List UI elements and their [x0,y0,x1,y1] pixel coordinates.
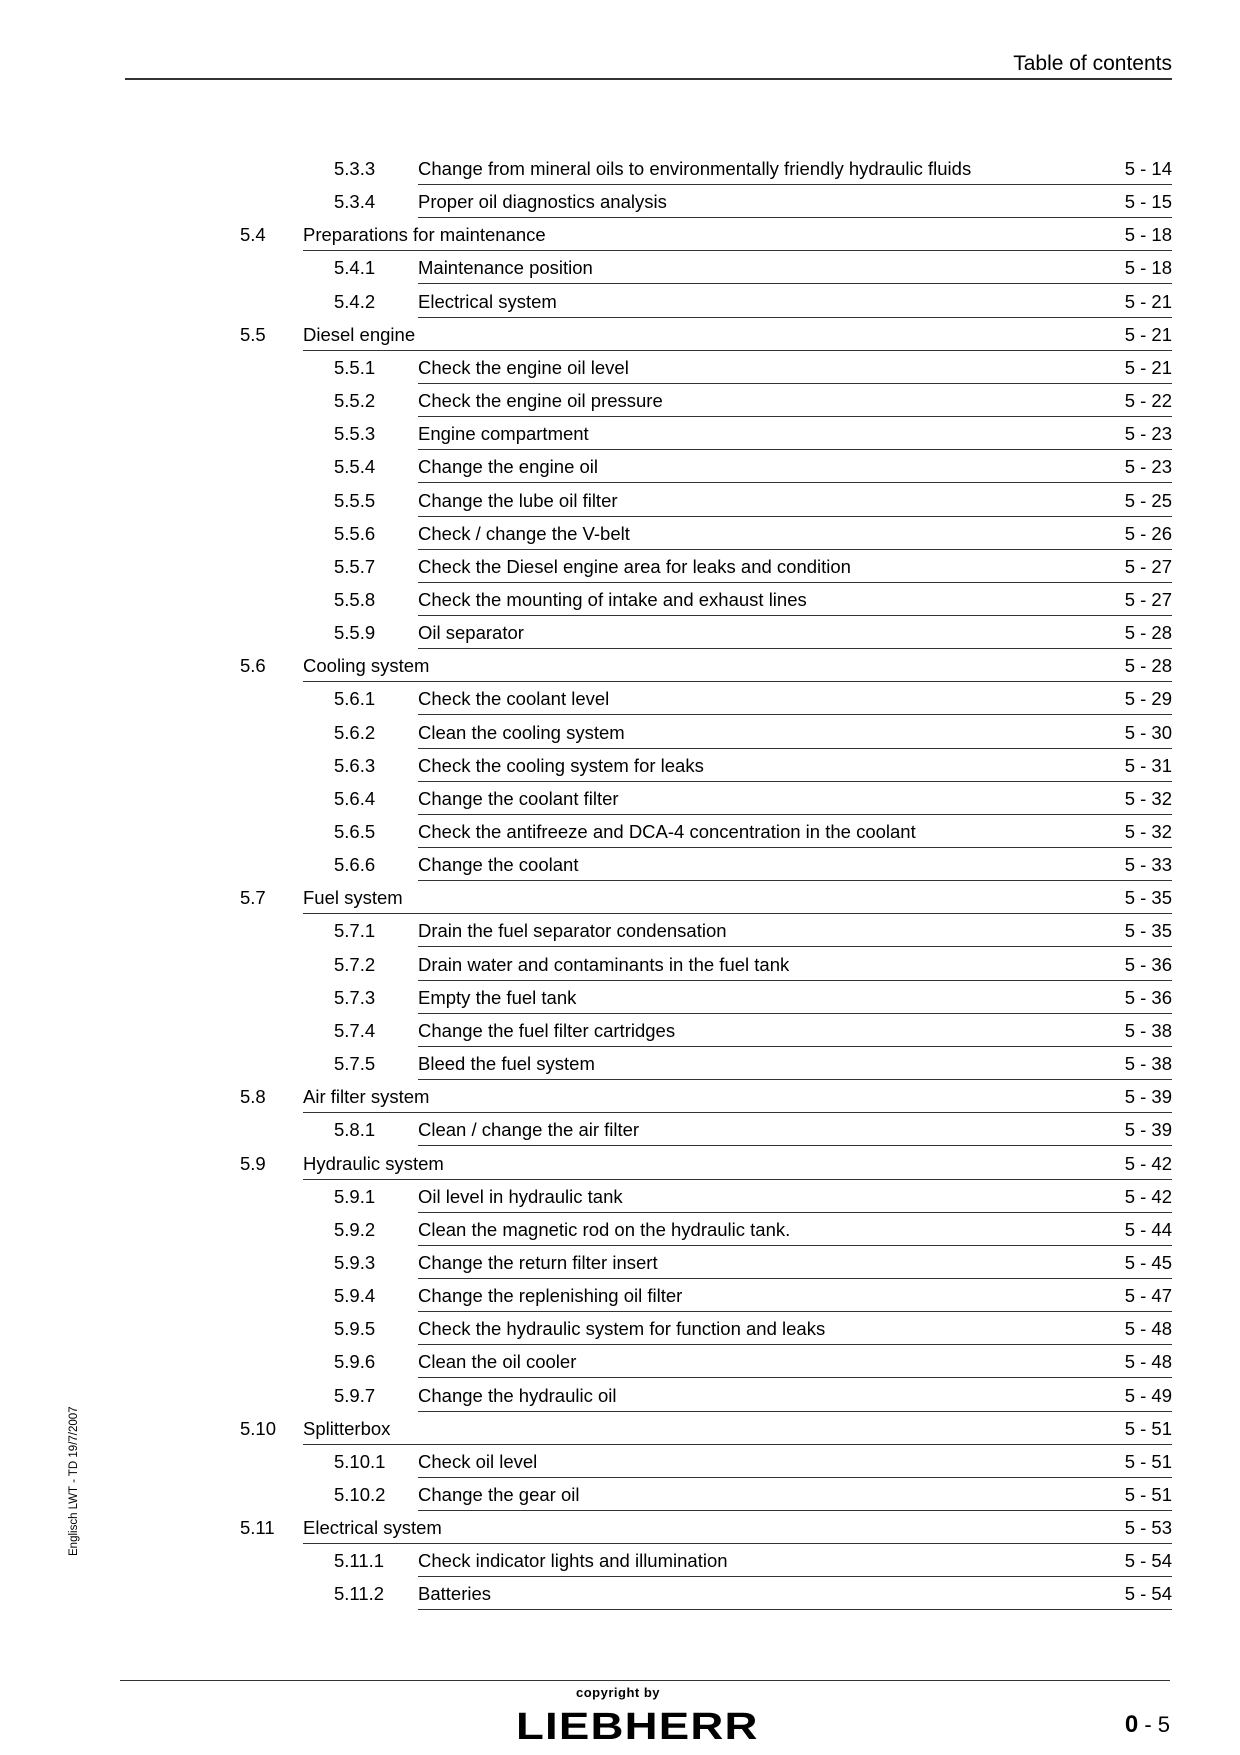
toc-entry-page[interactable]: 5 - 18 [1124,224,1172,246]
toc-entry-title[interactable]: Check the engine oil level [418,356,629,378]
toc-entry[interactable] [0,1379,1240,1413]
toc-entry[interactable] [0,1577,1240,1611]
toc-entry-number: 5.6 [240,655,266,677]
toc-entry-page[interactable]: 5 - 54 [1124,1550,1172,1572]
toc-entry-title[interactable]: Proper oil diagnostics analysis [418,191,667,213]
toc-entry-number: 5.6.2 [334,721,376,743]
toc-entry-title[interactable]: Drain the fuel separator condensation [418,920,727,942]
toc-entry-page[interactable]: 5 - 42 [1124,1152,1172,1174]
toc-entry-number: 5.11.1 [334,1550,385,1572]
toc-entry-title[interactable]: Change the gear oil [418,1484,580,1505]
toc-entry-number: 5.7.2 [334,953,376,975]
toc-entry[interactable] [0,450,1240,484]
toc-entry-page[interactable]: 5 - 32 [1124,787,1172,809]
toc-entry-title[interactable]: Hydraulic system [303,1152,444,1174]
toc-entry-number: 5.7.1 [334,920,376,942]
toc-entry[interactable] [0,1345,1240,1379]
toc-entry[interactable] [0,185,1240,219]
toc-entry-number: 5.8.1 [334,1119,376,1141]
toc-entry[interactable] [0,682,1240,716]
toc-entry-page[interactable]: 5 - 51 [1124,1450,1172,1472]
toc-entry-number: 5.7.3 [334,986,376,1008]
toc-entry-title[interactable]: Check the cooling system for leaks [418,754,704,776]
page-chapter: 0 [1124,1711,1139,1738]
toc-entry-number: 5.9.4 [334,1285,376,1307]
toc-entry-number: 5.4.2 [334,290,376,312]
toc-entry[interactable] [0,948,1240,982]
toc-entry-page[interactable]: 5 - 36 [1124,986,1172,1008]
toc-entry[interactable] [0,251,1240,285]
toc-entry-title[interactable]: Change the replenishing oil filter [418,1285,683,1307]
toc-entry-page[interactable]: 5 - 48 [1124,1351,1172,1373]
footer-rule [120,1680,1170,1681]
toc-entry-page[interactable]: 5 - 39 [1124,1086,1172,1108]
toc-entry[interactable] [0,517,1240,551]
toc-entry-title[interactable]: Change the lube oil filter [418,489,618,511]
toc-entry-number: 5.9.6 [334,1351,376,1373]
toc-entry-title[interactable]: Check oil level [418,1450,538,1472]
toc-entry-number: 5.5 [240,323,266,345]
toc-entry[interactable] [0,1312,1240,1346]
toc-entry[interactable] [0,749,1240,783]
toc-entry-number: 5.10.1 [334,1450,386,1472]
toc-entry[interactable] [0,1511,1240,1545]
toc-entry-title[interactable]: Electrical system [303,1517,442,1539]
toc-entry-title[interactable]: Check the antifreeze and DCA-4 concentration in the coolant [418,821,916,842]
toc-entry-title[interactable]: Change from mineral oils to environmentally friendly hydraulic fluids [418,158,972,179]
toc-entry-number: 5.5.2 [334,390,376,412]
toc-entry[interactable] [0,351,1240,385]
toc-entry-page[interactable]: 5 - 45 [1124,1251,1172,1273]
toc-entry-page[interactable]: 5 - 32 [1124,821,1172,842]
toc-entry[interactable] [0,384,1240,418]
toc-entry-page[interactable]: 5 - 38 [1124,1019,1172,1041]
toc-entry-title[interactable]: Oil level in hydraulic tank [418,1185,623,1207]
toc-entry-number: 5.5.5 [334,489,376,511]
toc-entry-title[interactable]: Change the hydraulic oil [418,1384,617,1406]
toc-entry-page[interactable]: 5 - 29 [1124,688,1172,710]
toc-entry[interactable] [0,484,1240,518]
toc-entry-page[interactable]: 5 - 47 [1124,1285,1172,1307]
toc-entry-title[interactable]: Clean / change the air filter [418,1119,640,1141]
toc-entry-number: 5.8 [240,1086,266,1108]
toc-entry-title[interactable]: Bleed the fuel system [418,1053,595,1075]
toc-entry-page[interactable]: 5 - 31 [1124,754,1172,776]
toc-entry-number: 5.9 [240,1152,266,1174]
toc-entry[interactable] [0,848,1240,882]
toc-entry[interactable] [0,285,1240,319]
toc-entry[interactable] [0,1478,1240,1512]
toc-entry-title[interactable]: Check the hydraulic system for function and leaks [418,1318,826,1340]
toc-entry[interactable] [0,1080,1240,1114]
toc-entry-page[interactable]: 5 - 23 [1124,456,1172,478]
toc-entry-number: 5.6.6 [334,854,376,876]
toc-entry-number: 5.9.7 [334,1384,376,1406]
toc-entry-title[interactable]: Splitterbox [303,1417,391,1439]
page-number [1125,1711,1170,1739]
toc-entry-title[interactable]: Preparations for maintenance [303,224,546,246]
toc-entry[interactable] [0,1213,1240,1247]
toc-entry-rule [418,1609,1172,1610]
toc-entry-page[interactable]: 5 - 53 [1124,1517,1172,1539]
toc-entry[interactable] [0,815,1240,849]
toc-entry-page[interactable]: 5 - 51 [1124,1484,1172,1505]
toc-entry-number: 5.6.4 [334,787,376,809]
liebherr-logo [516,1706,759,1749]
toc-entry-number: 5.3.4 [334,191,376,213]
toc-entry-number: 5.5.1 [334,356,376,378]
toc-entry[interactable] [0,318,1240,352]
toc-entry-title[interactable]: Change the engine oil [418,456,599,478]
toc-entry-title[interactable]: Maintenance position [418,257,593,279]
copyright-label: copyright by [576,1685,661,1700]
toc-entry-number: 5.5.7 [334,555,376,577]
toc-entry-page[interactable]: 5 - 23 [1124,423,1172,445]
toc-entry-page[interactable]: 5 - 36 [1124,953,1172,975]
toc-entry-page[interactable]: 5 - 21 [1124,323,1172,345]
toc-entry-title[interactable]: Change the return filter insert [418,1251,658,1273]
toc-entry-title[interactable]: Change the coolant filter [418,787,619,809]
toc-entry-page[interactable]: 5 - 25 [1124,489,1172,511]
toc-entry-page[interactable]: 5 - 28 [1124,655,1172,677]
toc-entry-number: 5.6.5 [334,821,376,842]
toc-entry-title[interactable]: Check the engine oil pressure [418,390,663,412]
toc-entry[interactable] [0,649,1240,683]
toc-entry-number: 5.9.3 [334,1251,376,1273]
toc-entry-page[interactable]: 5 - 54 [1124,1583,1172,1605]
toc-entry-number: 5.7.4 [334,1019,376,1041]
page-rest: - 5 [1138,1712,1170,1737]
header-rule [125,78,1172,80]
logo-text: LIEBHERR [516,1706,759,1748]
toc-entry-page[interactable]: 5 - 22 [1124,390,1172,412]
toc-entry-number: 5.5.4 [334,456,376,478]
toc-entry-title[interactable]: Empty the fuel tank [418,986,577,1008]
toc-entry-page[interactable]: 5 - 33 [1124,854,1172,876]
toc-entry-title[interactable]: Cooling system [303,655,430,677]
toc-entry-number: 5.10.2 [334,1484,386,1505]
toc-entry-title[interactable]: Electrical system [418,290,557,312]
toc-entry-number: 5.4 [240,224,266,246]
toc-entry-page[interactable]: 5 - 48 [1124,1318,1172,1340]
toc-entry[interactable] [0,218,1240,252]
toc-entry-title[interactable]: Check the Diesel engine area for leaks and condition [418,555,851,577]
toc-entry-number: 5.4.1 [334,257,376,279]
toc-entry-page[interactable]: 5 - 39 [1124,1119,1172,1141]
toc-entry[interactable] [0,616,1240,650]
toc-entry[interactable] [0,716,1240,750]
toc-entry-page[interactable]: 5 - 26 [1124,522,1172,544]
toc-entry-title[interactable]: Change the coolant [418,854,579,876]
toc-entry-title[interactable]: Clean the oil cooler [418,1351,577,1373]
toc-entry-page[interactable]: 5 - 51 [1124,1417,1172,1439]
toc-entry-page[interactable]: 5 - 21 [1124,290,1172,312]
toc-entry-number: 5.3.3 [334,158,376,179]
toc-entry-title[interactable]: Clean the cooling system [418,721,625,743]
toc-entry[interactable] [0,583,1240,617]
toc-entry-number: 5.9.1 [334,1185,376,1207]
toc-entry-number: 5.7 [240,887,266,909]
toc-entry-title[interactable]: Fuel system [303,887,403,909]
toc-entry-number: 5.9.2 [334,1218,376,1240]
toc-entry-page[interactable]: 5 - 18 [1124,257,1172,279]
toc-entry-number: 5.5.9 [334,622,376,644]
toc-entry-page[interactable]: 5 - 15 [1124,191,1172,213]
running-header-title: Table of contents [1013,52,1172,75]
toc-entry-number: 5.9.5 [334,1318,376,1340]
toc-entry[interactable] [0,1147,1240,1181]
toc-entry-title[interactable]: Clean the magnetic rod on the hydraulic tank. [418,1218,791,1240]
toc-entry-page[interactable]: 5 - 35 [1124,920,1172,942]
toc-entry[interactable] [0,881,1240,915]
toc-entry-page[interactable]: 5 - 44 [1124,1218,1172,1240]
toc-entry-number: 5.7.5 [334,1053,376,1075]
toc-entry-title[interactable]: Diesel engine [303,323,416,345]
toc-entry[interactable] [0,1014,1240,1048]
toc-entry-page[interactable]: 5 - 27 [1124,555,1172,577]
toc-entry-title[interactable]: Batteries [418,1583,492,1605]
toc-entry[interactable] [0,1412,1240,1446]
toc-entry[interactable] [0,782,1240,816]
toc-entry[interactable] [0,1047,1240,1081]
toc-entry[interactable] [0,550,1240,584]
toc-entry-page[interactable]: 5 - 21 [1124,356,1172,378]
toc-entry[interactable] [0,981,1240,1015]
toc-entry-page[interactable]: 5 - 35 [1124,887,1172,909]
toc-entry-page[interactable]: 5 - 27 [1124,588,1172,610]
toc-entry-title[interactable]: Change the fuel filter cartridges [418,1019,676,1041]
toc-entry[interactable] [0,1113,1240,1147]
toc-entry-title[interactable]: Air filter system [303,1086,430,1108]
toc-entry[interactable] [0,1544,1240,1578]
toc-entry-number: 5.5.8 [334,588,376,610]
toc-entry-title[interactable]: Check / change the V-belt [418,522,630,544]
toc-entry[interactable] [0,417,1240,451]
toc-entry-page[interactable]: 5 - 28 [1124,622,1172,644]
toc-entry-page[interactable]: 5 - 38 [1124,1053,1172,1075]
toc-entry-title[interactable]: Oil separator [418,622,524,644]
toc-entry-title[interactable]: Drain water and contaminants in the fuel tank [418,953,790,975]
toc-entry[interactable] [0,1246,1240,1280]
toc-entry-number: 5.6.3 [334,754,376,776]
toc-entry-number: 5.10 [240,1417,277,1439]
toc-entry-number: 5.11 [240,1517,275,1539]
toc-entry[interactable] [0,914,1240,948]
toc-entry-number: 5.6.1 [334,688,376,710]
toc-entry[interactable] [0,1180,1240,1214]
toc-entry-page[interactable]: 5 - 42 [1124,1185,1172,1207]
toc-entry[interactable] [0,1279,1240,1313]
toc-entry-number: 5.11.2 [334,1583,385,1605]
toc-entry-number: 5.5.6 [334,522,376,544]
toc-entry-title[interactable]: Check the mounting of intake and exhaust lines [418,588,807,610]
toc-entry-page[interactable]: 5 - 30 [1124,721,1172,743]
toc-entry-page[interactable]: 5 - 49 [1124,1384,1172,1406]
toc-entry[interactable] [0,1445,1240,1479]
toc-entry-page[interactable]: 5 - 14 [1124,158,1172,179]
toc-entry-title[interactable]: Check the coolant level [418,688,610,710]
toc-entry[interactable] [0,152,1240,186]
document-stamp: Englisch LWT - TD 19/7/2007 [68,1406,80,1556]
toc-entry-number: 5.5.3 [334,423,376,445]
toc-entry-title[interactable]: Check indicator lights and illumination [418,1550,728,1572]
toc-entry-title[interactable]: Engine compartment [418,423,589,445]
